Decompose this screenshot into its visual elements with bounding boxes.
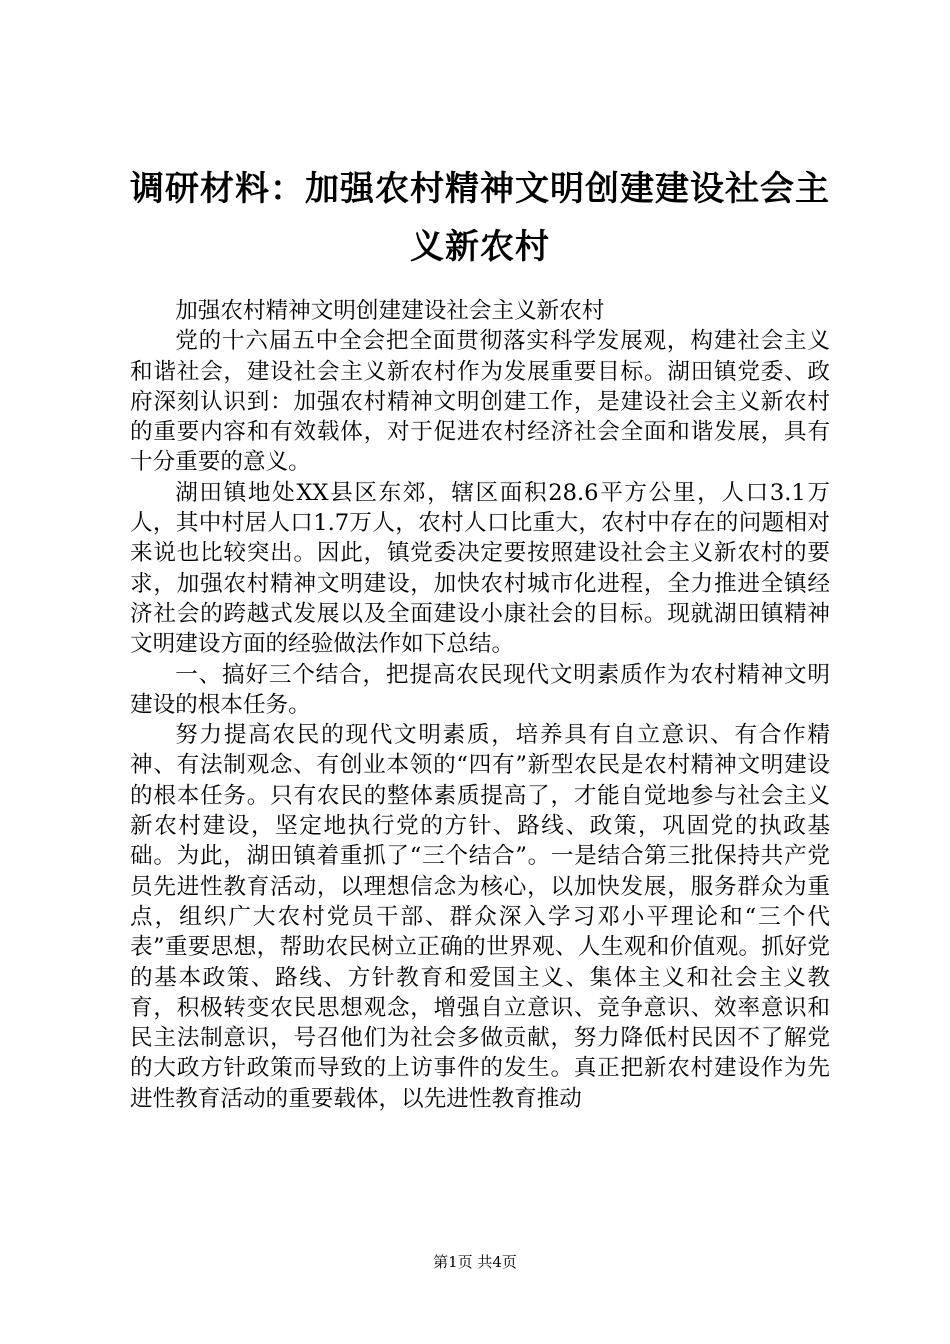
title-line-1: 调研材料：加强农村精神文明创建建设社会主: [130, 169, 830, 209]
title-line-2: 义新农村: [410, 227, 550, 267]
body-paragraph: 努力提高农民的现代文明素质，培养具有自立意识、有合作精神、有法制观念、有创业本领的“四有”新型农民是农村精神文明建设的根本任务。只有农民的整体素质提高了，才能自觉地参与社会主义新农村建设，坚定地执行党的方针、路线、政策，巩固党的执政基础。为此，湖田镇着重抓了“三个结合”。一是结合第三批保持共产党员先进性教育活动，以理想信念为核心，以加快发展，服务群众为重点，组织广大农村党员干部、群众深入学习邓小平理论和“三个代表”重要思想，帮助农民树立正确的世界观、人生观和价值观。抓好党的基本政策、路线、方针教育和爱国主义、集体主义和社会主义教育，积极转变农民思想观念，增强自立意识、竞争意识、效率意识和民主法制意识，号召他们为社会多做贡献，努力降低村民因不了解党的大政方针政策而导致的上访事件的发生。真正把新农村建设作为先进性教育活动的重要载体，以先进性教育推动: [130, 722, 830, 1112]
document-body: [130, 296, 830, 1114]
section-heading: 一、搞好三个结合，把提高农民现代文明素质作为农村精神文明建设的根本任务。: [130, 661, 830, 718]
page-footer: 第1页 共4页: [433, 1253, 517, 1271]
body-paragraph: 党的十六届五中全会把全面贯彻落实科学发展观，构建社会主义和谐社会，建设社会主义新农村作为发展重要目标。湖田镇党委、政府深刻认识到：加强农村精神文明创建工作，是建设社会主义新农村的重要内容和有效载体，对于促进农村经济社会全面和谐发展，具有十分重要的意义。: [130, 328, 830, 476]
subtitle-paragraph: 加强农村精神文明创建建设社会主义新农村: [175, 298, 605, 324]
body-paragraph: 湖田镇地处XX县区东郊，辖区面积28.6平方公里，人口3.1万人，其中村居人口1.7万人，农村人口比重大，农村中存在的问题相对来说也比较突出。因此，镇党委决定要按照建设社会主义新农村的要求，加强农村精神文明建设，加快农村城市化进程，全力推进全镇经济社会的跨越式发展以及全面建设小康社会的目标。现就湖田镇精神文明建设方面的经验做法作如下总结。: [130, 479, 830, 658]
document-title: [100, 160, 860, 276]
